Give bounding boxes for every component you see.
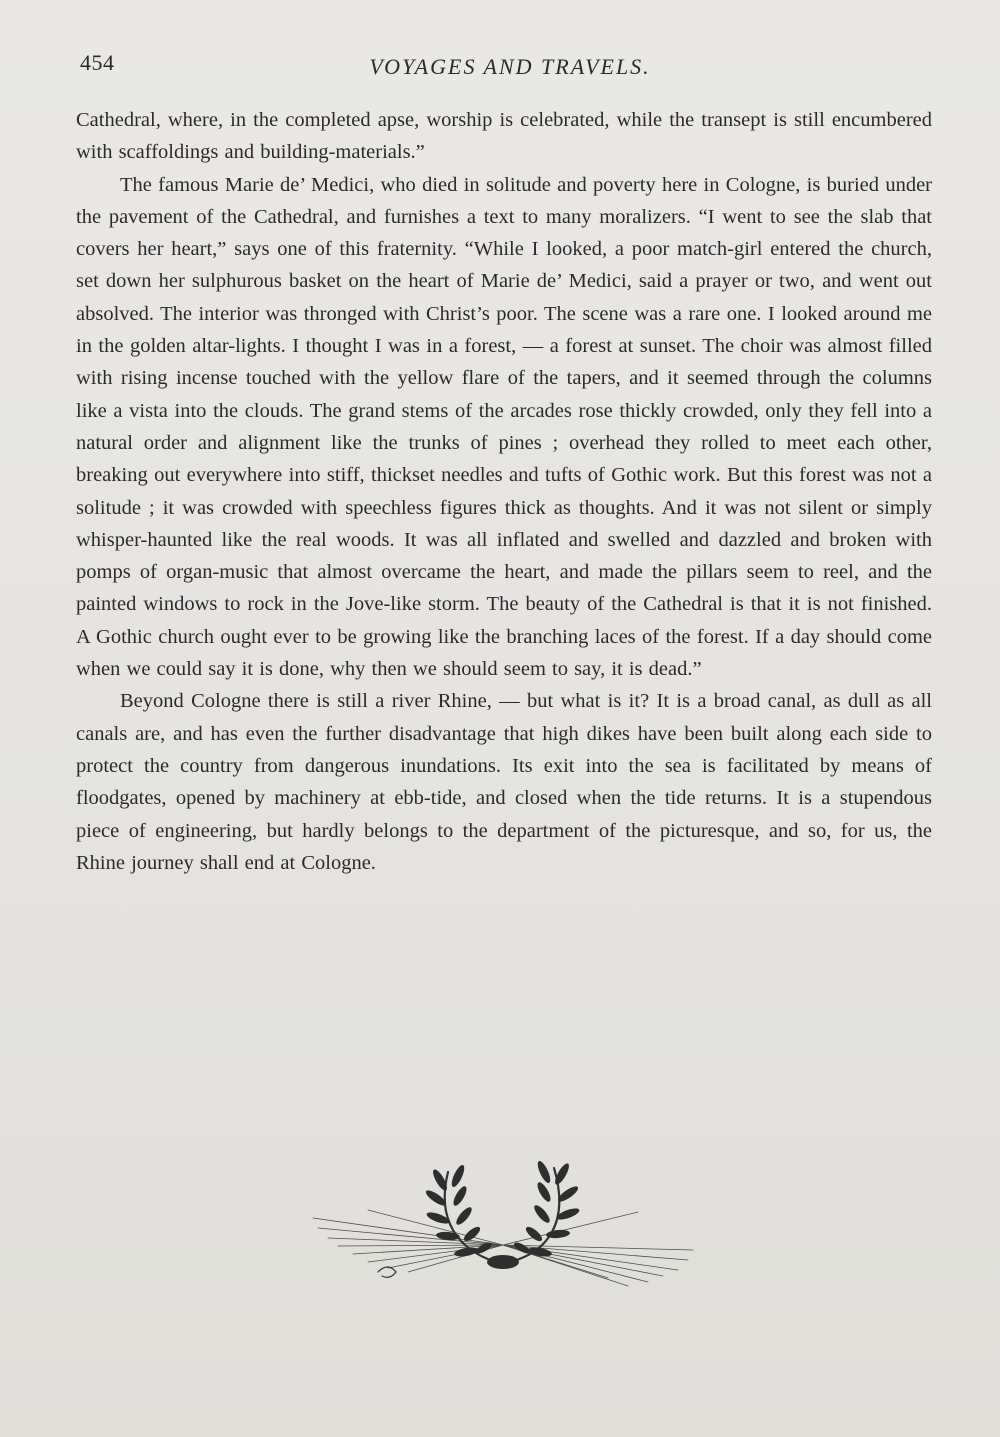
running-title: VOYAGES AND TRAVELS. (369, 54, 651, 79)
laurel-wreath-tailpiece-icon (308, 1150, 698, 1290)
page-header (80, 44, 940, 84)
paragraph-beyond-cologne: Beyond Cologne there is still a river Rhine, — but what is it? It is a broad canal, as dull as all canals are, and has even the further disadvantage that high dikes have been built along each side to protect the country from dangerous inundations. Its exit into the sea is facilitated by means of floodgates, opened by machinery at ebb-tide, and closed when the tide returns. It is a stupendous piece of engineering, but hardly belongs to the department of the picturesque, and so, for us, the Rhine journey shall end at Cologne. (76, 690, 932, 874)
paragraph-continuation: Cathedral, where, in the completed apse, worship is celebrated, while the transept is still encumbered with scaffoldings and building-materials.” (76, 109, 932, 164)
body-text (76, 104, 932, 879)
paragraph-marie-de-medici: The famous Marie de’ Medici, who died in solitude and poverty here in Cologne, is buried under the pavement of the Cathedral, and furnishes a text to many moralizers. “I went to see the slab that covers her heart,” says one of this fraternity. “While I looked, a poor match-girl entered the church, set down her sulphurous basket on the heart of Marie de’ Medici, said a prayer or two, and went out absolved. The interior was thronged with Christ’s poor. The scene was a rare one. I looked around me in the golden altar-lights. I thought I was in a forest, — a forest at sunset. The choir was almost filled with rising incense touched with the yellow flare of the tapers, and it seemed through the columns like a vista into the clouds. The grand stems of the arcades rose thickly crowded, only they fell into a natural order and alignment like the trunks of pines ; overhead they rolled to meet each other, breaking out everywhere into stiff, thickset needles and tufts of Gothic work. But this forest was not a solitude ; it was crowded with speechless figures thick as thoughts. And it was not silent or simply whisper-haunted like the real woods. It was all inflated and swelled and dazzled and broken with pomps of organ-music that almost overcame the heart, and made the pillars seem to reel, and the painted windows to rock in the Jove-like storm. The beauty of the Cathedral is that it is not finished. A Gothic church ought ever to be growing like the branching laces of the forest. If a day should come when we could say it is done, why then we should seem to say, it is dead.” (76, 173, 932, 681)
page-number: 454 (80, 50, 115, 75)
